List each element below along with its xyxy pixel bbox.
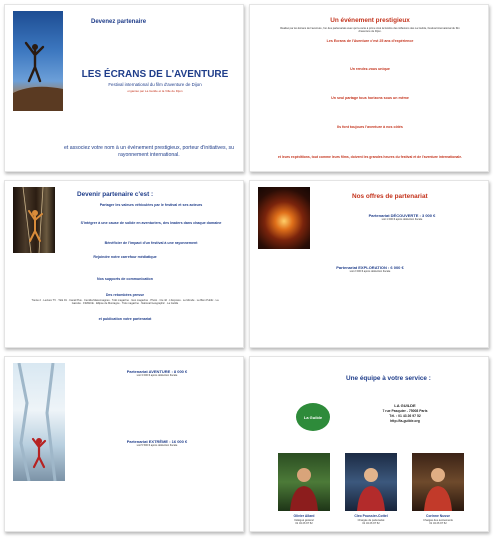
partner-benefits-page [4,180,244,348]
ice-climber-icon [13,363,65,481]
media-list: Trente 2 · Lecture TV · Télé 91 · Canal Plus · Cemilia Masonnagnes · Télé magazine · Géo magazine · Photo · Cie 42 · L'Express · Le Monde · Le Bien Public · La Gazette · FRANCE · Ellipse de Montagne · Trek magazine · National Geographic · La Guilde [31,299,219,306]
rope-climber-photo [13,187,55,253]
offer-exploration-sub: soit 2 000 € après déduction fiscale [349,270,391,273]
section-unique: Un rendez-vous unique [350,67,390,71]
logo-text: La Guilde [303,414,323,420]
section-aventure: Ils font toujours l'aventure à nos côtés [337,125,403,129]
event-intro: Réalisé par les Ecrans de l'aventure, l'un des partenariats avec qui la carte à prime créé la fenêtre des réflexions des La Guilde, Festival international du film d'aventure de Dijon. [280,27,460,34]
person-icon [412,453,464,511]
partner-heading: Devenez partenaire [91,19,147,25]
rope-climber-icon [13,187,55,253]
member-phone-2: 01 43 26 97 52 [362,522,380,525]
member-role-2: Chargée de partenariat [357,518,385,522]
tagline: et associez votre nom à un événement prestigieux, porteur d'initiatives, su rayonnement international. [64,145,234,158]
ice-climber-photo [13,363,65,481]
team-title: Une équipe à votre service : [346,375,431,382]
event-title: Un événement prestigieux [330,17,410,24]
org-name: LA GUILDE [394,403,416,408]
section-25-years: Les Ecrans de l'Aventure c'est 25 ans d'expérience [326,39,414,43]
campfire-photo [258,187,310,249]
climber-figure-icon [13,11,63,111]
offers-title: Nos offres de partenariat [352,193,428,200]
member-name-1: Olivier Allard [293,514,315,518]
offer-extreme-sub: soit 5 500 € après déduction fiscale [136,444,178,447]
org-address: 7 rue Pasquier - 75008 Paris [382,409,428,413]
organizer-line: organisé par La Guilde et la Ville de Dijon [127,89,183,93]
offer-aventure: Partenariat AVENTURE : 8 000 € [126,369,188,374]
premium-offers-page [4,356,244,532]
benefit-press: Des retombées presse [105,293,145,297]
closing-line: et leurs expéditions, tout comme leurs films, doivent les grandes heures du festival et de l'aventure internationale. [277,155,463,159]
member-role-1: Délégué général [294,518,314,522]
team-photo-3 [412,453,464,511]
offer-decouverte: Partenariat DÉCOUVERTE : 3 000 € [368,213,436,218]
member-role-3: Chargée des événements [423,518,453,522]
offer-decouverte-sub: soit 1 000 € après déduction fiscale [381,218,423,221]
org-phone: Tél. : 01 43 26 97 52 [389,414,421,418]
benefit-media: Rejoindre notre carrefour médiatique [93,255,157,259]
section-horizons: Un seul partage tous horizons sous un même [331,96,409,100]
offer-extreme: Partenariat EXTRÊME : 16 000 € [126,439,188,444]
benefit-supports: Nos supports de communication [97,277,153,281]
benefit-publication: et publication votre partenariat [98,317,152,321]
offer-aventure-sub: soit 3 000 € après déduction fiscale [136,374,178,377]
benefit-values: Partager les valeurs véhiculées par le festival et ses acteurs [99,203,203,207]
member-phone-3: 01 43 26 97 52 [429,522,447,525]
offer-exploration: Partenariat EXPLORATION : 6 000 € [336,265,404,270]
team-page [249,356,489,532]
cover-page [4,4,244,172]
person-icon [278,453,330,511]
offers-page [249,180,489,348]
member-name-2: Cleo Poussier-Cottel [354,514,388,518]
team-photo-1 [278,453,330,511]
team-photo-2 [345,453,397,511]
festival-title: LES ÉCRANS DE L'AVENTURE [81,69,229,80]
event-page [249,4,489,172]
benefits-title: Devenir partenaire c'est : [77,191,154,198]
org-website[interactable]: http://la-guilde.org [390,419,420,423]
person-icon [345,453,397,511]
climber-photo [13,11,63,111]
member-phone-1: 01 43 26 97 52 [295,522,313,525]
la-guilde-logo [296,403,330,431]
benefit-impact: Bénéficier de l'impact d'un festival à une rayonnement [104,241,198,245]
member-name-3: Corinne Nusse [426,514,450,518]
festival-subtitle: Festival international du film d'aventure de Dijon [108,82,202,87]
benefit-leaders: S'intégrer à une cause de solide en aventuriers, des leaders dans chaque domaine [80,221,222,225]
